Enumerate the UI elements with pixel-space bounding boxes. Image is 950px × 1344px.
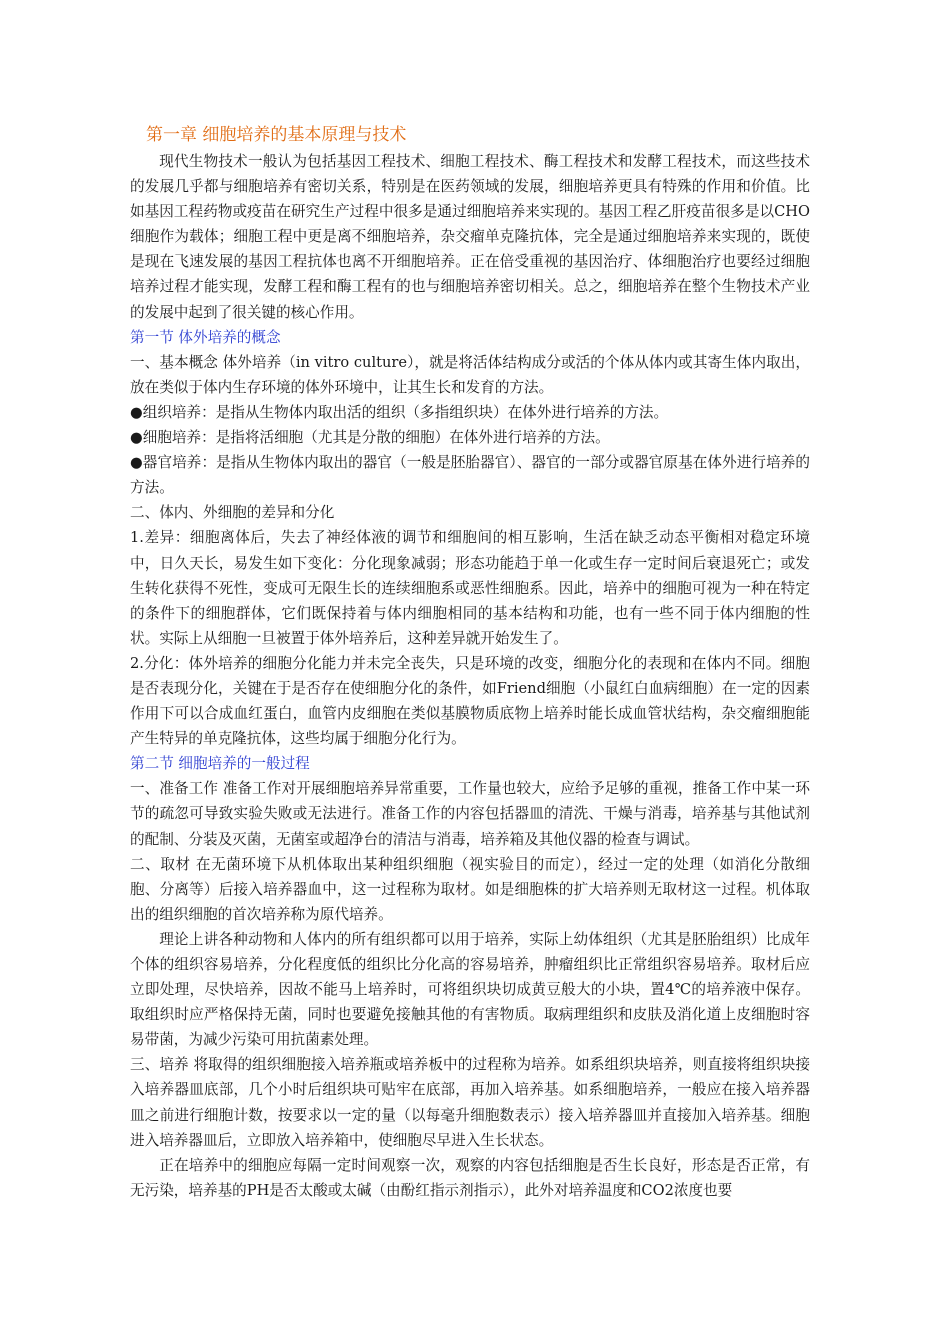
section-1-title: 第一节 体外培养的概念 (130, 328, 281, 346)
sampling-paragraph: 二、取材 在无菌环境下从机体取出某种组织细胞（视实验目的而定），经过一定的处理（如消化分散细胞、分离等）后接入培养器血中，这一过程称为取材。如是细胞株的扩大培养则无取材这一过程。机体取出的组织细胞的首次培养称为原代培养。 (130, 855, 810, 923)
chapter-title: 第一章 细胞培养的基本原理与技术 (146, 125, 407, 145)
differentiation-paragraph: 2.分化：体外培养的细胞分化能力并未完全丧失，只是环境的改变，细胞分化的表现和在体内不同。细胞是否表现分化，关键在于是否存在使细胞分化的条件，如Friend细胞（小鼠红白血病细胞）在一定的因素作用下可以合成血红蛋白，血管内皮细胞在类似基膜物质底物上培养时能长成血管状结构，杂交瘤细胞能产生特异的单克隆抗体，这些均属于细胞分化行为。 (130, 654, 810, 748)
organ-culture-bullet: ●器官培养：是指从生物体内取出的器官（一般是胚胎器官）、器官的一部分或器官原基在体外进行培养的方法。 (130, 454, 810, 497)
basic-concept-paragraph: 一、基本概念 体外培养（in vitro culture），就是将活体结构成分或活的个体从体内或其寄生体内取出，放在类似于体内生存环境的体外环境中，让其生长和发育的方法。 (130, 353, 810, 396)
section-2-title: 第二节 细胞培养的一般过程 (130, 755, 310, 773)
cell-culture-bullet: ●细胞培养：是指将活细胞（尤其是分散的细胞）在体外进行培养的方法。 (130, 429, 610, 447)
culture-paragraph: 三、培养 将取得的组织细胞接入培养瓶或培养板中的过程称为培养。如系组织块培养，则直接将组织块接入培养器皿底部，几个小时后组织块可贴牢在底部，再加入培养基。如系细胞培养，一般应在接入培养器皿之前进行细胞计数，按要求以一定的量（以每毫升细胞数表示）接入培养器皿并直接加入培养基。细胞进入培养器皿后，立即放入培养箱中，使细胞尽早进入生长状态。 (130, 1056, 810, 1149)
observation-paragraph: 正在培养中的细胞应每隔一定时间观察一次，观察的内容包括细胞是否生长良好，形态是否正常，有无污染，培养基的PH是否太酸或太碱（由酚红指示剂指示），此外对培养温度和CO2浓度也要 (130, 1156, 810, 1199)
document-page (130, 122, 810, 1203)
difference-paragraph: 1.差异：细胞离体后，失去了神经体液的调节和细胞间的相互影响，生活在缺乏动态平衡相对稳定环境中，日久天长，易发生如下变化：分化现象减弱；形态功能趋于单一化或生存一定时间后衰退死亡；或发生转化获得不死性，变成可无限生长的连续细胞系或恶性细胞系。因此，培养中的细胞可视为一种在特定的条件下的细胞群体，它们既保持着与体内细胞相同的基本结构和功能，也有一些不同于体内细胞的性状。实际上从细胞一旦被置于体外培养后，这种差异就开始发生了。 (130, 529, 810, 647)
tissue-culture-bullet: ●组织培养：是指从生物体内取出活的组织（多指组织块）在体外进行培养的方法。 (130, 403, 669, 421)
sampling-theory-paragraph: 理论上讲各种动物和人体内的所有组织都可以用于培养，实际上幼体组织（尤其是胚胎组织）比成年个体的组织容易培养，分化程度低的组织比分化高的容易培养，肿瘤组织比正常组织容易培养。取材后应立即处理，尽快培养，因故不能马上培养时，可将组织块切成黄豆般大的小块，置4℃的培养液中保存。取组织时应严格保持无菌，同时也要避免接触其他的有害物质。取病理组织和皮肤及消化道上皮细胞时容易带菌，为减少污染可用抗菌素处理。 (130, 930, 810, 1049)
intro-paragraph: 现代生物技术一般认为包括基因工程技术、细胞工程技术、酶工程技术和发酵工程技术，而这些技术的发展几乎都与细胞培养有密切关系，特别是在医药领域的发展，细胞培养更具有特殊的作用和价值。比如基因工程药物或疫苗在研究生产过程中很多是通过细胞培养来实现的。基因工程乙肝疫苗很多是以CHO细胞作为载体；细胞工程中更是离不细胞培养，杂交瘤单克隆抗体，完全是通过细胞培养来实现的，既使是现在飞速发展的基因工程抗体也离不开细胞培养。正在倍受重视的基因治疗、体细胞治疗也要经过细胞培养过程才能实现，发酵工程和酶工程有的也与细胞培养密切相关。总之，细胞培养在整个生物技术产业的发展中起到了很关键的核心作用。 (130, 153, 810, 321)
difference-heading: 二、体内、外细胞的差异和分化 (130, 504, 335, 522)
preparation-paragraph: 一、准备工作 准备工作对开展细胞培养异常重要，工作量也较大，应给予足够的重视，推备工作中某一环节的疏忽可导致实验失败或无法进行。准备工作的内容包括器皿的清洗、干燥与消毒，培养基与其他试剂的配制、分装及灭菌，无菌室或超净台的清洁与消毒，培养箱及其他仪器的检查与调试。 (130, 780, 810, 848)
